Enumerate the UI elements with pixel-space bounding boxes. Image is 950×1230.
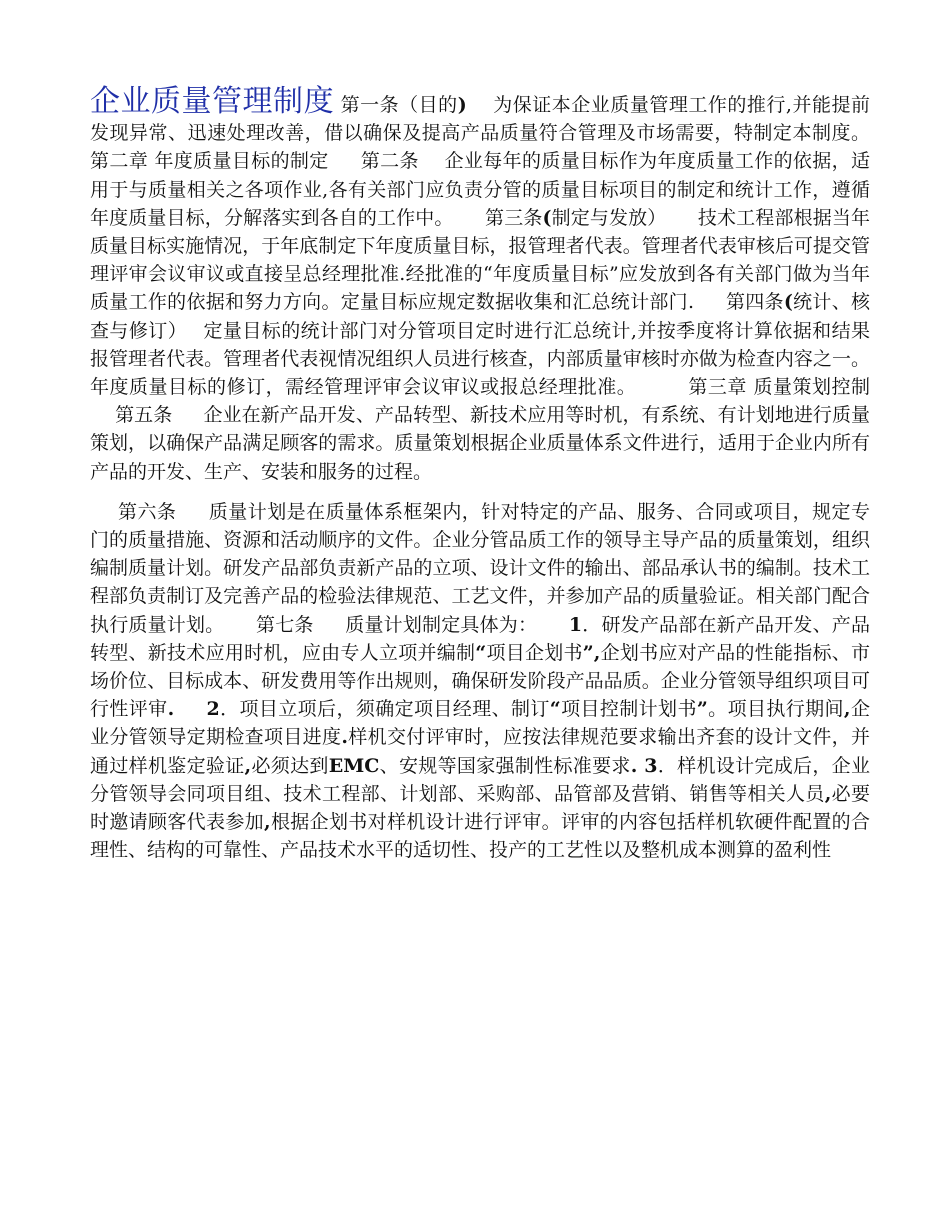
bold-run: EMC [328,754,380,777]
bold-run: ( [542,206,552,229]
text-run: ．研发产品部在新产品开发、产品转型、新技术应用时机，应由专人立项并编制 [90,613,870,664]
bold-run: . [167,698,175,721]
paragraph-1 [90,84,870,486]
text-run: ．样机设计完成后，企业分管领导会同项目组、技术工程部、计划部、采购部、品管部及营销、销售等相关人员 [90,754,870,805]
text-run: 项目控制计划书 [560,698,697,721]
text-run: 必要时邀请顾客代表参加 [90,782,870,834]
text-run: 第六条 质量计划是在质量体系框架内，针对特定的产品、服务、合同或项目，规定专门的质量措施、资源和活动顺序的文件。企业分管品质工作的领导主导产品的质量策划，组织编制质量计划。研发产品部负责新产品的立项、设计文件的输出、部品承认书的编制。技术工程部负责制订及完善产品的检验法律规范、工艺文件，并参加产品的质量验证。相关部门配合执行质量计划。 第七条 质量计划制定具体为： [90,500,870,636]
paragraph-2 [90,498,870,865]
text-run: 、安规等国家强制性标准要求 [379,754,631,777]
bold-run: ) [457,94,467,116]
bold-run: “ [549,698,561,721]
text-run: 企划书应对产品的性能指标、市场价位、目标成本、研发费用等作出规则，确保研发阶段产品品质。企业分管领导组织项目可行性评审 [90,641,870,721]
text-run [174,698,206,720]
bold-run: , [843,698,851,721]
bold-run: . [341,726,348,749]
document-title: 企业质量管理制度 [90,84,335,119]
text-run: ．项目立项后，须确定项目经理、制订 [219,698,550,721]
text-run: 必须达到 [251,754,329,777]
bold-run: . 3 [630,754,658,777]
text-run: 为保证本企业质量管理工作的推行,并能提前发现异常、迅速处理改善，借以确保及提高产品质量符合管理及市场需要，特制定本制度。 第二章 年度质量目标的制定 第二条 企业每年的质量目标作为年度质量工作的依据，适用于与质量相关之各项作业,各有关部门应负责分管的质量目标项目的制定和统计工作，遵循年度质量目标，分解落实到各自的工作中。 第三条 [90,94,870,229]
text-run: 样机交付评审时，应按法律规范要求输出齐套的设计文件，并通过样机鉴定验证 [90,726,870,777]
bold-run: ( [783,291,793,314]
text-run: 项目企划书 [486,641,583,664]
text-run: 第一条（目的 [334,94,458,116]
text-run: 统计、核查与修订） 定量目标的统计部门对分管项目定时进行汇总统计,并按季度将计算依据和结果报管理者代表。管理者代表视情况组织人员进行核查，内部质量审核时亦做为检查内容之一。年度质量目标的修订，需经管理评审会议审议或报总经理批准。 第三章 质量策划控制 第五条 企业在新产品开发、产品转型、新技术应用等时机，有系统、有计划地进行质量策划，以确保产品满足顾客的需求。质量策划根据企业质量体系文件进行，适用于企业内所有产品的开发、生产、安装和服务的过程。 [90,291,870,483]
bold-run: 2 [206,698,220,721]
text-run: 制定与发放） 技术工程部根据当年质量目标实施情况，于年底制定下年度质量目标，报管理者代表。管理者代表审核后可提交管理评审会议审议或直接呈总经理批准.经批准的“年度质量目标”应发放到各有关部门做为当年质量工作的依据和努力方向。定量目标应规定数据收集和汇总统计部门. 第四条 [90,206,870,314]
text-run: 企业分管领导定期检查项目进度 [90,698,870,749]
bold-run: ”, [582,641,601,664]
text-run: 。项目执行期间 [707,698,844,721]
bold-run: , [264,811,271,834]
bold-run: , [824,782,832,805]
bold-run: 1 [568,613,583,636]
bold-run: , [244,754,252,777]
bold-run: ” [696,698,708,721]
bold-run: “ [475,641,487,664]
document-page [90,84,870,864]
text-run: 根据企划书对样机设计进行评审。评审的内容包括样机软硬件配置的合理性、结构的可靠性、产品技术水平的适切性、投产的工艺性以及整机成本测算的盈利性 [90,811,870,862]
